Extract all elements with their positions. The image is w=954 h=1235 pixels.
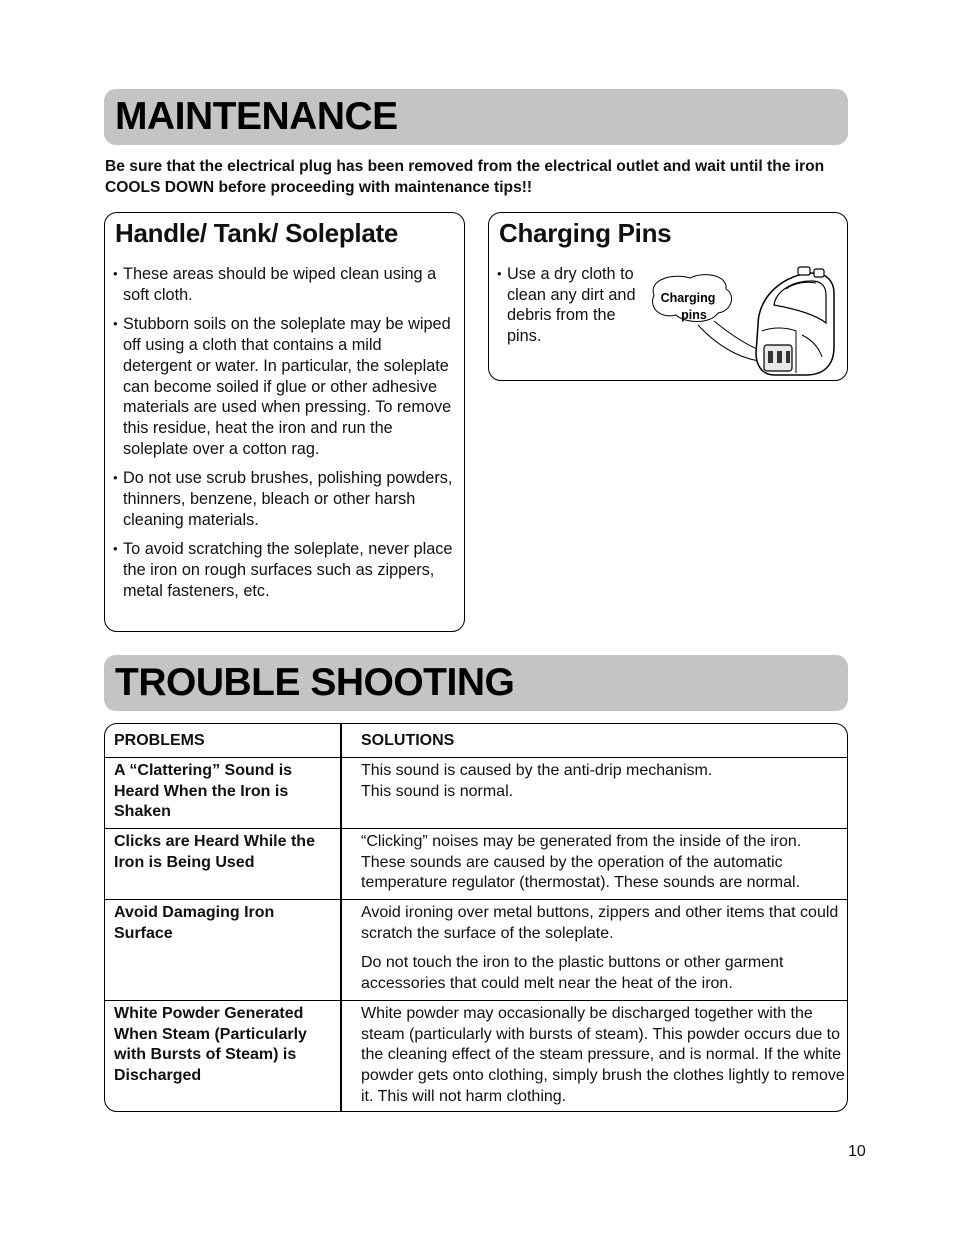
table-row	[105, 1000, 847, 1111]
problem-cell: A “Clattering” Sound is Heard When the Iron is Shaken	[114, 762, 293, 821]
handle-tank-soleplate-panel	[104, 212, 465, 632]
charging-pins-panel	[488, 212, 848, 381]
charging-panel-title: Charging Pins	[499, 218, 672, 248]
iron-charging-pins-illustration	[646, 265, 836, 377]
maintenance-warning: Be sure that the electrical plug has been removed from the electrical outlet and wait until the iron COOLS DOWN before proceeding with maintenance tips!!	[105, 158, 825, 196]
callout-text-line2: pins	[681, 308, 707, 322]
table-header-row	[105, 724, 847, 758]
bullet-item: • Use a dry cloth to clean any dirt and debris from the pins.	[497, 265, 636, 346]
page-number: 10	[848, 1143, 866, 1160]
table-row	[105, 828, 847, 900]
solution-cell	[361, 903, 847, 1004]
table-row	[105, 757, 847, 829]
solution-paragraph: Avoid ironing over metal buttons, zippers and other items that could scratch the surface of the soleplate.	[361, 904, 839, 942]
solution-cell: “Clicking” noises may be generated from the inside of the iron. These sounds are caused by the operation of the automatic temperature regulator (thermostat). These sounds are normal.	[361, 833, 802, 892]
problem-cell: Avoid Damaging Iron Surface	[114, 904, 275, 942]
table-row	[105, 899, 847, 1001]
problem-cell: Clicks are Heard While the Iron is Being Used	[114, 833, 315, 871]
handle-bullet-list	[113, 264, 453, 611]
header-solutions: SOLUTIONS	[361, 732, 455, 749]
bullet-item: • To avoid scratching the soleplate, never place the iron on rough surfaces such as zippers, metal fasteners, etc.	[113, 540, 453, 600]
bullet-item: • Do not use scrub brushes, polishing powders, thinners, benzene, bleach or other harsh cleaning materials.	[113, 469, 453, 529]
charging-bullet-list	[497, 264, 637, 356]
bullet-item: • These areas should be wiped clean using a soft cloth.	[113, 265, 437, 304]
solution-cell: This sound is caused by the anti-drip mechanism. This sound is normal.	[361, 762, 713, 800]
problem-cell: White Powder Generated When Steam (Particularly with Bursts of Steam) is Discharged	[114, 1005, 307, 1085]
troubleshooting-title: TROUBLE SHOOTING	[104, 655, 848, 711]
callout-text-line1: Charging	[660, 291, 716, 305]
solution-cell: White powder may occasionally be discharged together with the steam (particularly with bursts of steam). This powder occurs due to the cleaning effect of the steam pressure, and is normal. If the white powder gets onto clothing, simply brush the clothes lightly to remove it. This will not harm clothing.	[361, 1005, 845, 1105]
solution-paragraph: Do not touch the iron to the plastic buttons or other garment accessories that could melt near the heat of the iron.	[361, 954, 784, 993]
bullet-item: • Stubborn soils on the soleplate may be wiped off using a cloth that contains a mild detergent or water. In particular, the soleplate can become soiled if glue or other adhesive materials are used when pressing. To remove this residue, heat the iron and run the soleplate over a cotton rag.	[113, 315, 452, 458]
iron-icon	[756, 267, 834, 375]
header-problems: PROBLEMS	[114, 732, 205, 749]
handle-panel-title: Handle/ Tank/ Soleplate	[115, 218, 399, 248]
troubleshooting-table	[104, 723, 848, 1112]
maintenance-title: MAINTENANCE	[104, 89, 848, 145]
